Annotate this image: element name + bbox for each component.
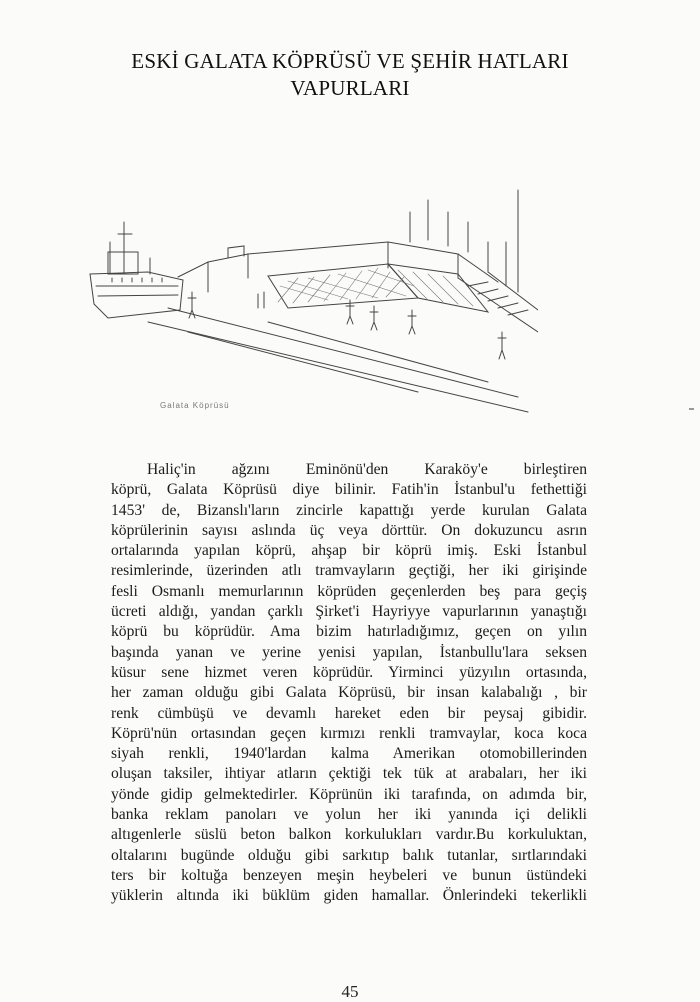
ferry-cabin [108,252,138,274]
text-line: resimlerinde, üzerinden atlı tramvayların geçtiği, her iki girişinde [111,562,587,580]
text-line: başında yanan ve yerine yenisi yapılan, İstanbullu'lara seksen [111,643,587,661]
illustration-caption: Galata Köprüsü [160,401,230,410]
text-line: köprülerinin sayısı aslında üç veya dörttür. On dokuzuncu asrın [111,521,587,539]
text-line: ters bir koltuğa benzeyen meşin heybeleri ve bunun üstündeki [111,866,587,884]
text-line: altıgenlerle süslü beton balkon korkulukları vardır.Bu korkuluktan, [111,826,587,844]
text-line: oluşan taksiler, ihtiyar atların çektiği tek tük at arabaları, her iki [111,765,587,783]
page-title [60,48,640,102]
page-number: 45 [341,982,359,1001]
bridge-illustration [88,182,538,422]
text-line: fesli Osmanlı memurlarının köprüden geçenlerden beş para geçiş [111,582,587,600]
bridge-roofline [178,242,498,282]
text-line: Köprü'nün ortasından geçen kırmızı renkli tramvaylar, koca koca [111,724,587,742]
right-stairs [458,272,538,332]
title-line-1: ESKİ GALATA KÖPRÜSÜ VE ŞEHİR HATLARI [131,49,569,73]
figure-3 [408,310,416,334]
ferry-masts [110,222,150,274]
figure-2 [370,306,378,330]
title-line-2: VAPURLARI [290,76,410,100]
body-paragraph [111,460,587,907]
figure-4 [498,332,506,359]
text-line: oltalarını bugünde olduğu gibi sarkıtıp balık tutanlar, sırtlarındaki [111,846,587,864]
quay-edge [148,322,528,412]
text-line: yönde gidip gelmektedirler. Köprünün iki tarafında, on adımda bir, [111,785,587,803]
text-line: renk cümbüşü ve devamlı hareket eden bir peysaj gibidir. [111,704,587,722]
text-line: banka reklam panoları ve yolun her iki yanında içi delikli [111,806,587,824]
text-line: siyah renkli, 1940'lardan kalma Amerikan otomobillerinden [111,745,587,763]
text-line: ücreti aldığı, yandan çarklı Şirket'i Hayriyye vapurlarının yanaştığı [111,603,587,621]
text-line: her zaman olduğu gibi Galata Köprüsü, bir insan kalabalığı , bir [111,684,587,702]
bridge-sketch-drawing [88,182,538,422]
margin-mark [689,408,694,410]
text-line: köprü, Galata Köprüsü diye bilinir. Fatih'in İstanbul'u fethettiği [111,481,587,499]
text-line: ortalarında yapılan köprü, ahşap bir köprü imiş. Eski İstanbul [111,542,587,560]
lamp-posts [410,190,518,292]
text-line: küsur sene hizmet veren köprüdür. Yirminci yüzyılın ortasında, [111,663,587,681]
text-line: köprü bu köprüdür. Ama bizim hatırladığımız, geçen on yılın [111,623,587,641]
text-line: Haliç'in ağzını Eminönü'den Karaköy'e birleştiren [147,461,587,478]
text-line: 1453' de, Bizanslı'ların zincirle kapattığı yerde kurulan Galata [111,501,587,519]
text-line: yüklerin altında iki büklüm giden hamallar. Önlerindeki tekerlikli [111,887,587,905]
